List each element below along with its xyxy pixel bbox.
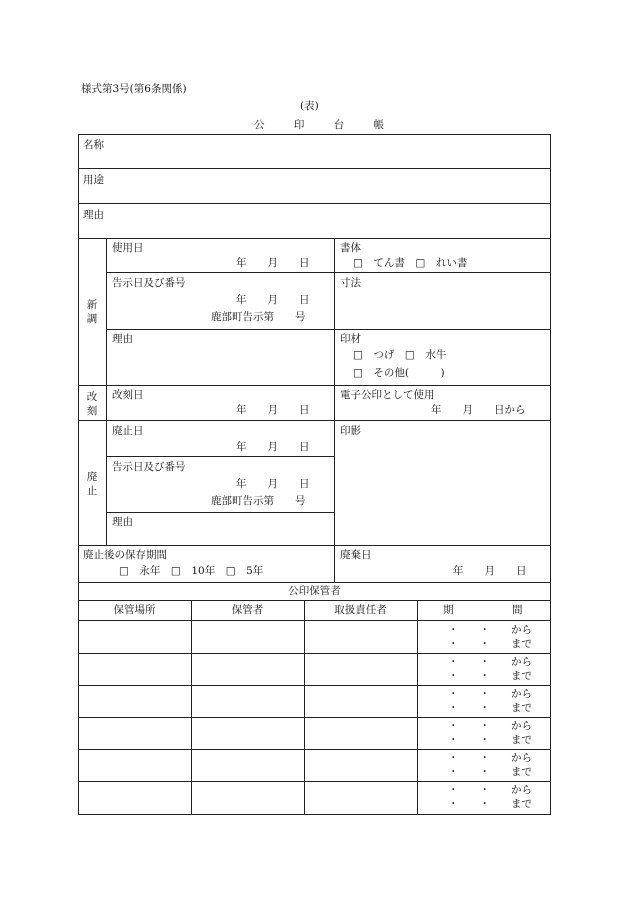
retention-label: 廃止後の保存期間: [83, 549, 167, 561]
digital-seal-date: 年 月 日から: [431, 404, 526, 416]
period-row-5-from: ・ ・ から: [448, 752, 532, 764]
abolish-label-char-1: 廃: [86, 471, 98, 483]
column-header-keeper: 保管者: [231, 604, 264, 616]
column-header-manager: 取扱責任者: [334, 604, 387, 616]
period-row-6-to: ・ ・ まで: [448, 798, 532, 810]
font-label: 書体: [340, 242, 361, 254]
period-row-1-from: ・ ・ から: [448, 624, 532, 636]
period-row-4-to: ・ ・ まで: [448, 734, 532, 746]
revise-label-char-1: 改: [86, 391, 98, 403]
purpose-label: 用途: [83, 174, 104, 186]
abolish-label-char-2: 止: [86, 485, 98, 497]
period-row-2-from: ・ ・ から: [448, 656, 532, 668]
period-row-6-from: ・ ・ から: [448, 784, 532, 796]
title-char-3: 台: [333, 119, 345, 131]
new-notice-date: 年 月 日: [236, 294, 310, 306]
new-reason-label: 理由: [112, 333, 133, 345]
revise-section-label: [78, 390, 106, 418]
abolish-section-label: [78, 470, 106, 498]
discard-date-label: 廃棄日: [340, 549, 372, 561]
size-label: 寸法: [340, 277, 361, 289]
use-date-label: 使用日: [112, 242, 144, 254]
period-row-2-to: ・ ・ まで: [448, 670, 532, 682]
period-row-1-to: ・ ・ まで: [448, 638, 532, 650]
abolish-notice-date: 年 月 日: [236, 478, 310, 490]
keepers-section-title: 公印保管者: [288, 585, 341, 597]
period-row-3-to: ・ ・ まで: [448, 702, 532, 714]
period-char-2: 間: [512, 604, 523, 616]
reason-label: 理由: [83, 209, 104, 221]
new-section-label: [78, 298, 106, 326]
column-header-location: 保管場所: [113, 604, 156, 616]
page-title: [254, 120, 384, 131]
font-options: □ てん書 □ れい書: [353, 257, 468, 269]
new-label-char-2: 調: [86, 313, 98, 325]
abolish-notice-number: 鹿部町告示第 号: [211, 495, 306, 507]
period-char-1: 期: [443, 604, 454, 616]
revise-date-value: 年 月 日: [236, 404, 310, 416]
revise-label-char-2: 刻: [86, 405, 98, 417]
abolish-date-value: 年 月 日: [236, 441, 310, 453]
title-char-2: 印: [293, 119, 305, 131]
digital-seal-label: 電子公印として使用: [340, 389, 435, 401]
new-label-char-1: 新: [86, 299, 98, 311]
material-options-1: □ つげ □ 水牛: [353, 349, 447, 361]
period-row-5-to: ・ ・ まで: [448, 766, 532, 778]
retention-options: □ 永年 □ 10年 □ 5年: [119, 565, 264, 577]
title-char-1: 公: [254, 119, 265, 131]
period-row-3-from: ・ ・ から: [448, 688, 532, 700]
material-label: 印材: [340, 333, 361, 345]
form-number: 様式第3号(第6条関係): [81, 83, 187, 95]
side-indicator: (表): [300, 100, 319, 112]
period-row-4-from: ・ ・ から: [448, 720, 532, 732]
revise-date-label: 改刻日: [112, 389, 144, 401]
new-notice-number: 鹿部町告示第 号: [211, 311, 306, 323]
abolish-date-label: 廃止日: [112, 425, 144, 437]
new-notice-label: 告示日及び番号: [112, 277, 186, 289]
name-label: 名称: [83, 139, 104, 151]
title-char-4: 帳: [373, 119, 385, 131]
imprint-label: 印影: [340, 425, 361, 437]
use-date-value: 年 月 日: [236, 257, 310, 269]
abolish-notice-label: 告示日及び番号: [112, 461, 186, 473]
material-options-2: □ その他( ): [353, 367, 445, 379]
abolish-reason-label: 理由: [112, 516, 133, 528]
discard-date-value: 年 月 日: [453, 565, 527, 577]
